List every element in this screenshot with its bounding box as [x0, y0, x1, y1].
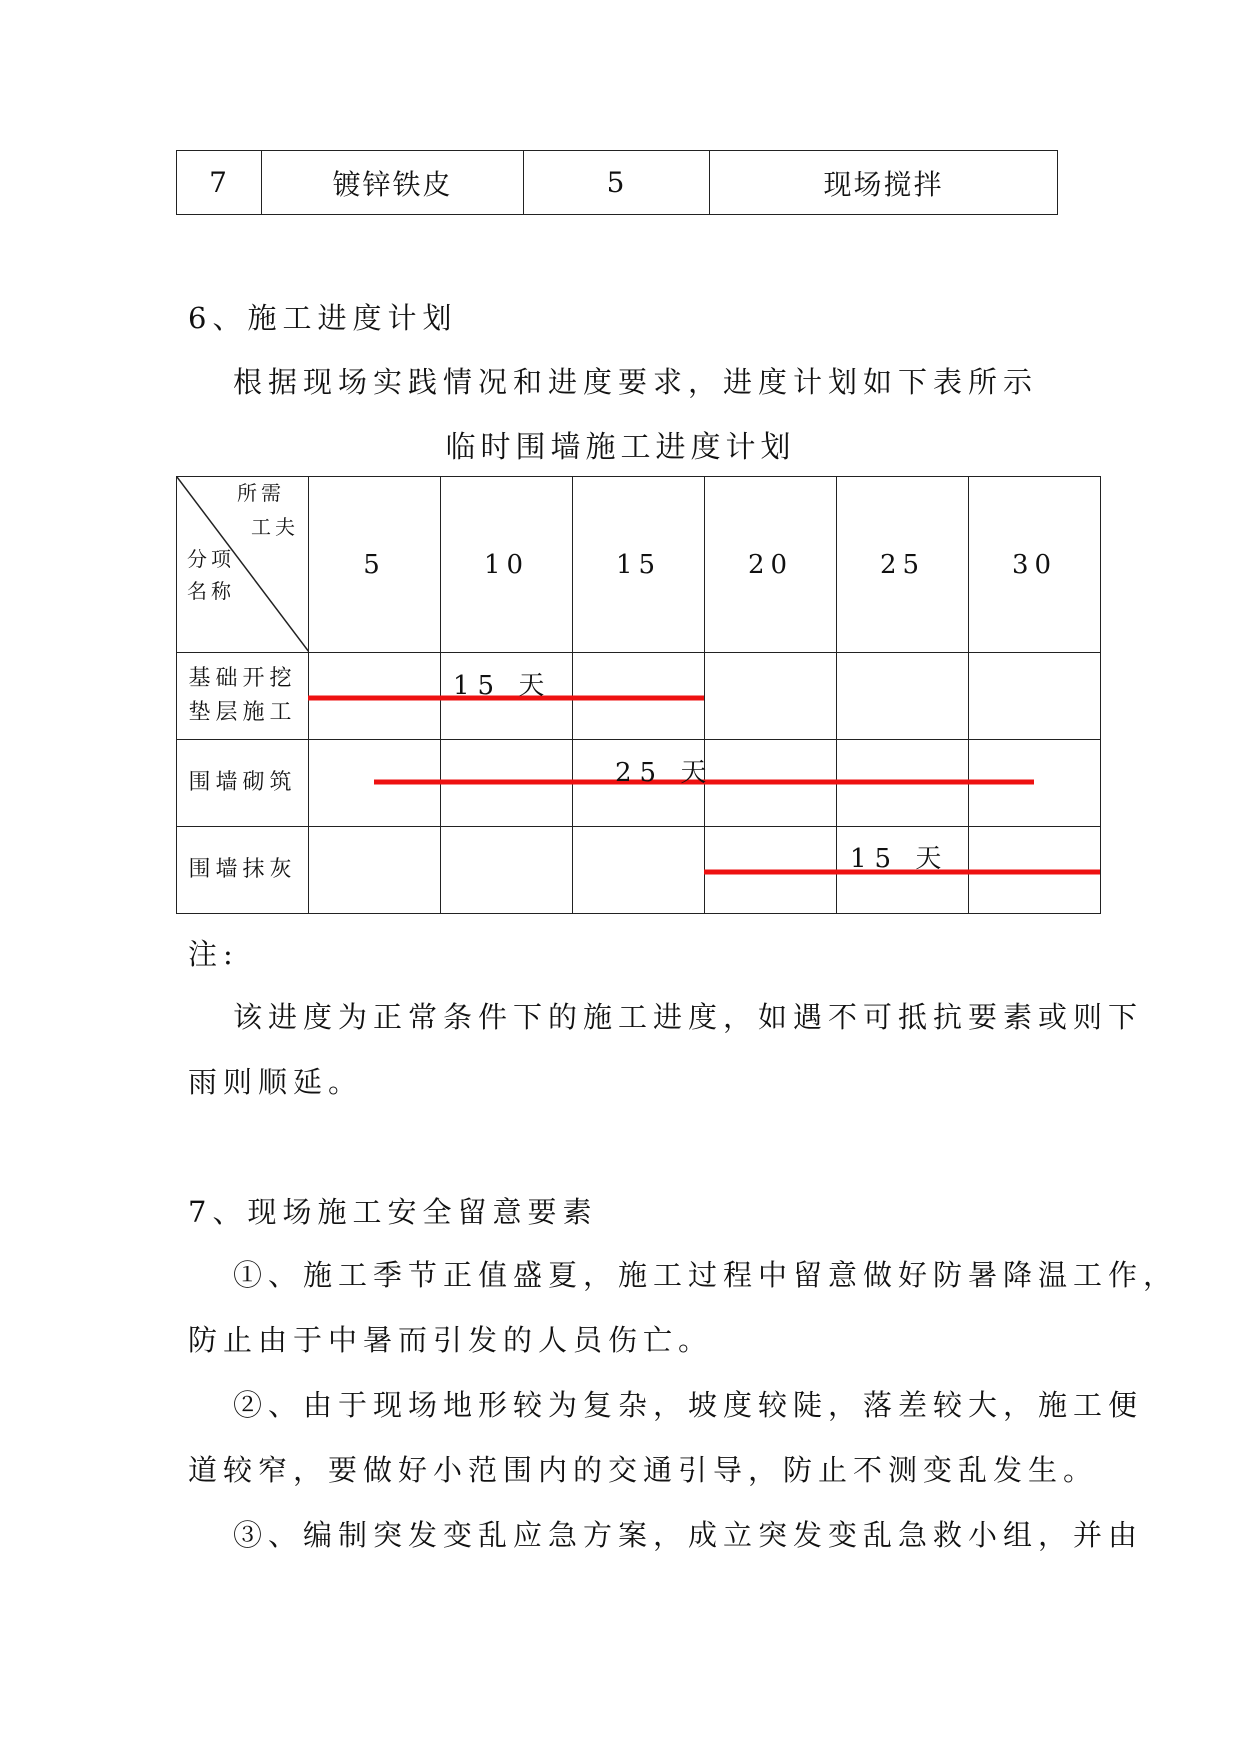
schedule-task-row [177, 827, 1101, 914]
task-name-cell [177, 740, 309, 827]
corner-label-required: 所需 [237, 481, 285, 505]
section-7-para-1-line-2: 防止由于中暑而引发的人员伤亡。 [188, 1323, 714, 1357]
table-cell-quantity: 5 [524, 151, 710, 215]
section-7-para-2-line-2: 道较窄，要做好小范围内的交通引导，防止不测变乱发生。 [188, 1453, 1099, 1487]
bar-duration-label: 15 天 [850, 844, 950, 874]
section-6-heading: 6、施工进度计划 [188, 301, 458, 335]
schedule-caption: 临时围墙施工进度计划 [445, 430, 796, 465]
task-name-cell [177, 827, 309, 914]
schedule-cell [705, 827, 837, 914]
schedule-cell [705, 740, 837, 827]
corner-label-time: 工夫 [251, 515, 299, 539]
schedule-task-row [177, 653, 1101, 740]
task-name-line: 围墙抹灰 [188, 857, 297, 882]
bar-duration-label: 15 天 [453, 671, 553, 701]
section-7-para-3-line-1: ③、编制突发变乱应急方案，成立突发变乱急救小组，并由 [233, 1518, 1144, 1552]
schedule-cell [573, 653, 705, 740]
schedule-cell [969, 827, 1101, 914]
schedule-cell [705, 653, 837, 740]
materials-table-row [176, 150, 1058, 215]
schedule-cell [309, 653, 441, 740]
schedule-cell [837, 740, 969, 827]
column-header-day: 15 [573, 477, 705, 653]
schedule-cell [573, 827, 705, 914]
corner-label-name: 名称 [187, 579, 235, 603]
column-header-day: 10 [441, 477, 573, 653]
bar-duration-label: 25 天 [615, 758, 715, 788]
section-7-heading: 7、现场施工安全留意要素 [188, 1195, 598, 1229]
section-7-para-1-line-1: ①、施工季节正值盛夏，施工过程中留意做好防暑降温工作， [233, 1258, 1179, 1292]
column-header-day: 30 [969, 477, 1101, 653]
task-name-line: 垫层施工 [188, 700, 297, 725]
task-name-line: 基础开挖 [188, 666, 297, 691]
schedule-cell [441, 740, 573, 827]
note-label: 注: [188, 937, 239, 971]
task-name-cell [177, 653, 309, 740]
schedule-cell [837, 653, 969, 740]
schedule-cell [309, 827, 441, 914]
section-6-intro: 根据现场实践情况和进度要求，进度计划如下表所示 [233, 365, 1039, 399]
schedule-cell [969, 740, 1101, 827]
schedule-cell [441, 827, 573, 914]
corner-header-cell [177, 477, 309, 653]
schedule-cell [309, 740, 441, 827]
table-cell-material: 镀锌铁皮 [262, 151, 524, 215]
column-header-day: 20 [705, 477, 837, 653]
table-cell-index: 7 [177, 151, 262, 215]
note-line-1: 该进度为正常条件下的施工进度，如遇不可抵抗要素或则下 [233, 1000, 1144, 1034]
table-row [177, 151, 1058, 215]
note-line-2: 雨则顺延。 [188, 1065, 364, 1099]
corner-label-item: 分项 [187, 547, 235, 571]
table-cell-method: 现场搅拌 [710, 151, 1058, 215]
schedule-table [176, 476, 1101, 914]
column-header-day: 5 [309, 477, 441, 653]
schedule-cell [969, 653, 1101, 740]
task-name-line: 围墙砌筑 [188, 770, 297, 795]
schedule-header-row [177, 477, 1101, 653]
column-header-day: 25 [837, 477, 969, 653]
section-7-para-2-line-1: ②、由于现场地形较为复杂，坡度较陡，落差较大，施工便 [233, 1388, 1144, 1422]
